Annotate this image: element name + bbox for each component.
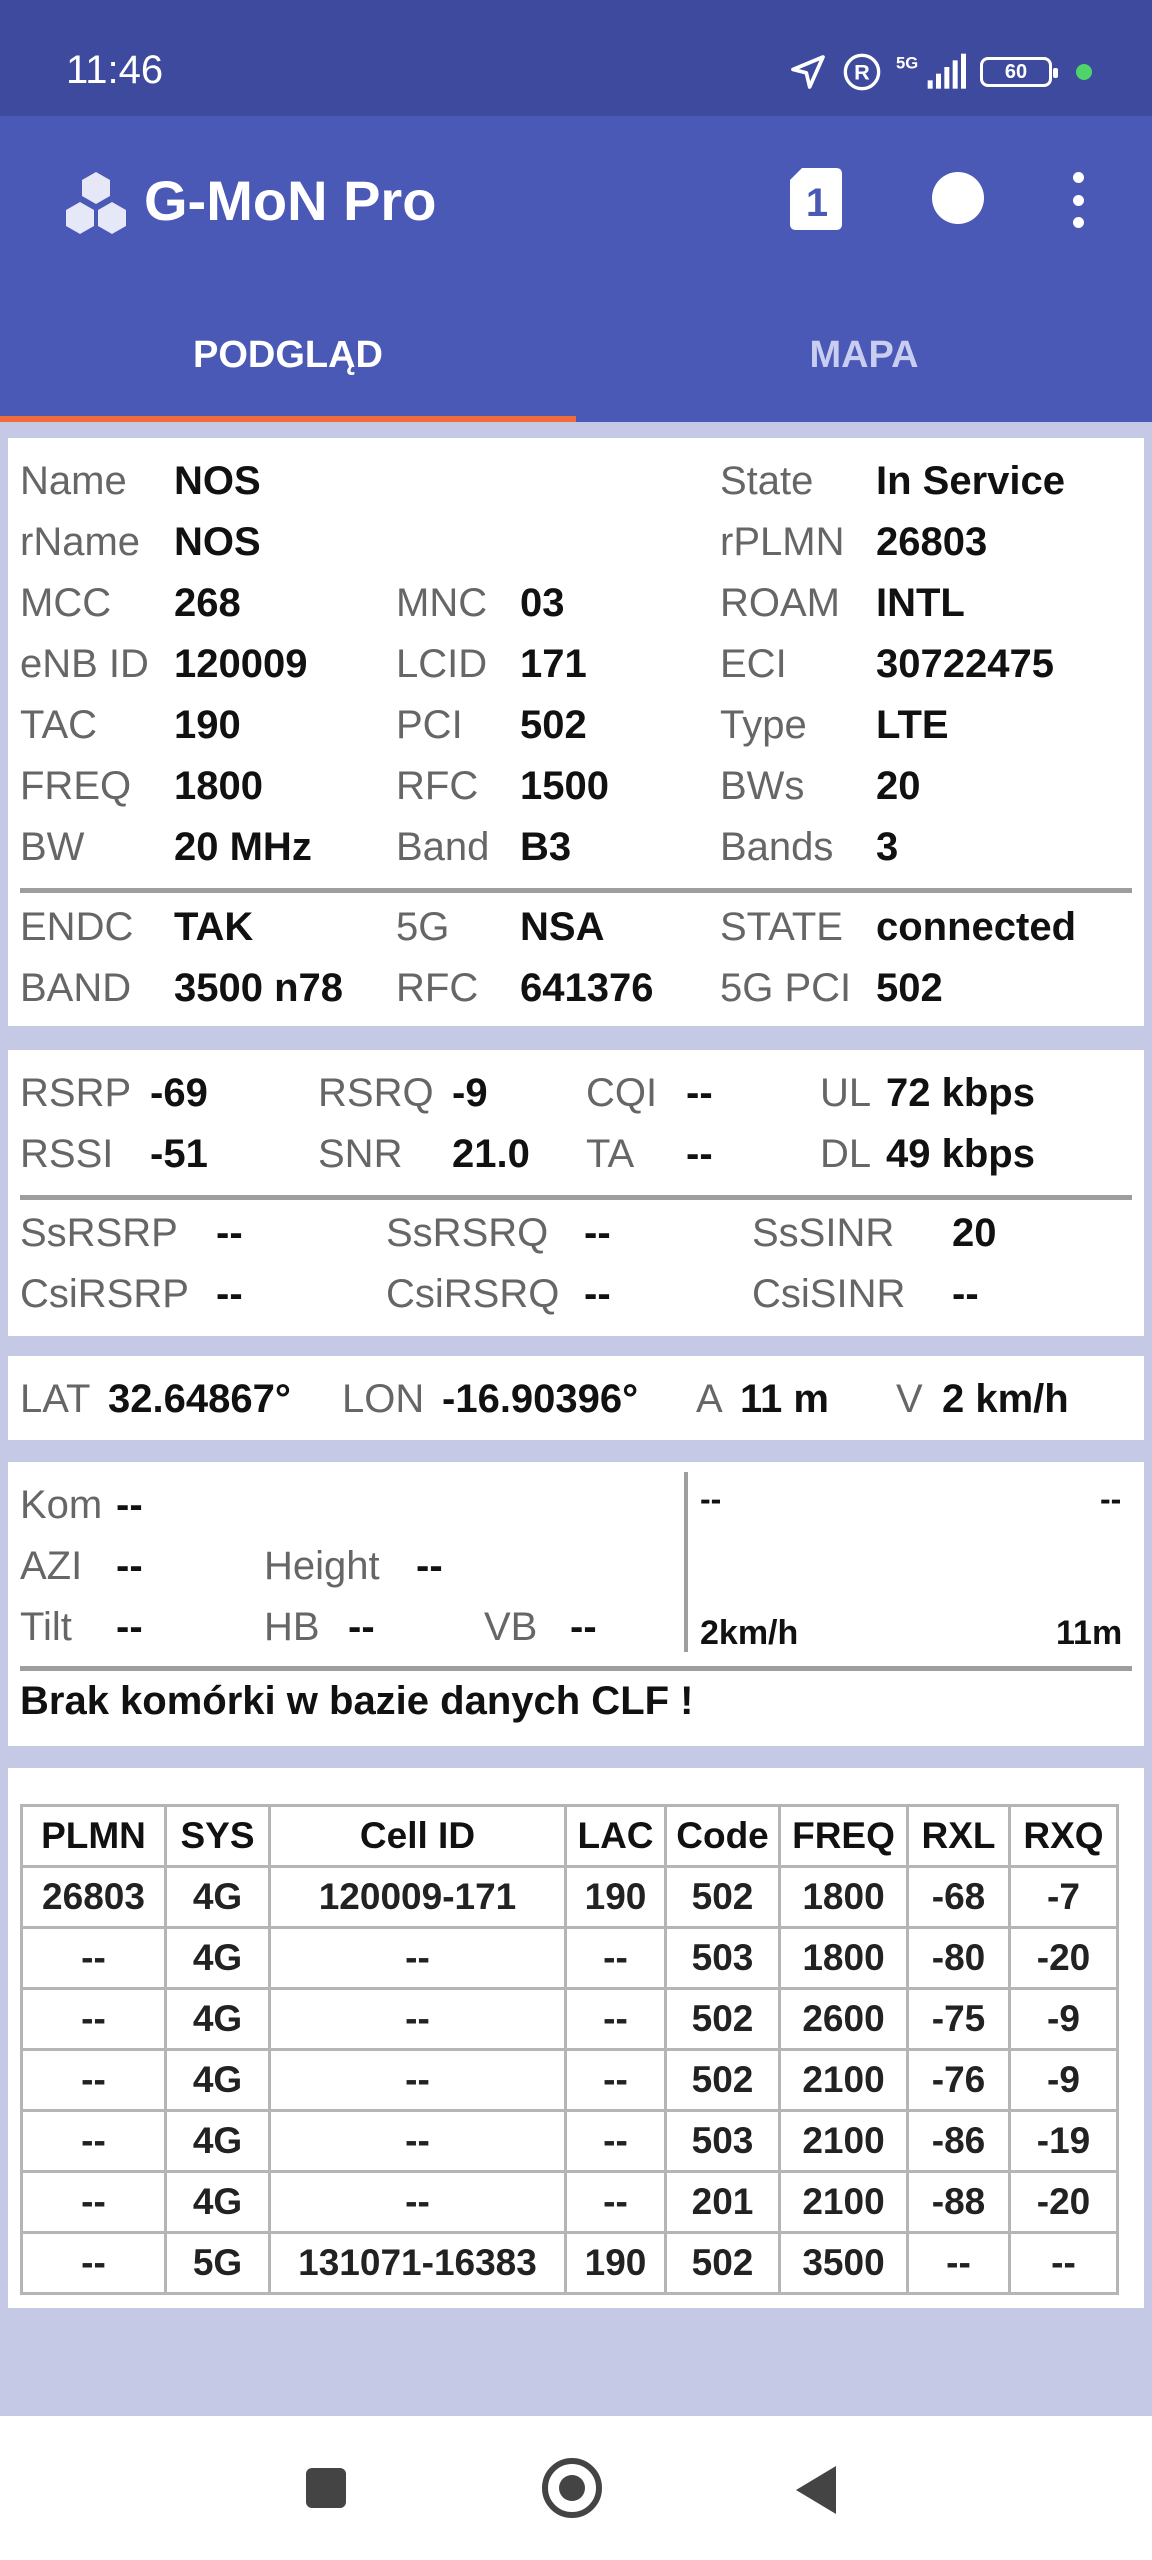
table-cell: -20: [1010, 2172, 1118, 2233]
table-cell: 2600: [780, 1989, 908, 2050]
altitude-value: 11 m: [740, 1377, 829, 1421]
name-label: Name: [20, 459, 127, 503]
table-header-row: [22, 1806, 1118, 1867]
5g-label: 5G: [396, 905, 450, 949]
table-cell: --: [22, 1989, 166, 2050]
pci-value: 502: [520, 703, 587, 747]
lat-value: 32.64867°: [108, 1377, 291, 1421]
table-cell: 4G: [166, 1989, 270, 2050]
table-cell: --: [22, 2233, 166, 2294]
dl-value: 49 kbps: [886, 1132, 1035, 1176]
lat-label: LAT: [20, 1377, 91, 1421]
table-cell: --: [22, 2050, 166, 2111]
network-type-label: 5G: [896, 53, 919, 73]
table-cell: 4G: [166, 2111, 270, 2172]
app-bar: [0, 116, 1152, 422]
5g-rfc-value: 641376: [520, 966, 654, 1010]
table-cell: 131071-16383: [270, 2233, 566, 2294]
freq-value: 1800: [174, 764, 263, 808]
lon-value: -16.90396°: [442, 1377, 639, 1421]
speed-label: V: [896, 1377, 923, 1421]
table-cell: --: [270, 2172, 566, 2233]
lcid-value: 171: [520, 642, 587, 686]
column-header: Cell ID: [270, 1806, 566, 1867]
table-cell: 503: [666, 2111, 780, 2172]
rplmn-value: 26803: [876, 520, 988, 564]
column-header: RXL: [908, 1806, 1010, 1867]
csirsrp-label: CsiRSRP: [20, 1272, 189, 1316]
table-cell: -9: [1010, 1989, 1118, 2050]
table-row: [22, 2050, 1118, 2111]
table-cell: -86: [908, 2111, 1010, 2172]
battery-icon: 60: [980, 57, 1052, 87]
svg-text:R: R: [854, 59, 870, 85]
status-icons: [788, 52, 1092, 92]
column-header: RXQ: [1010, 1806, 1118, 1867]
ta-label: TA: [586, 1132, 635, 1176]
recents-button[interactable]: [306, 2468, 346, 2508]
table-cell: --: [566, 2172, 666, 2233]
privacy-dot-icon: [1076, 64, 1092, 80]
site-panel: [8, 1462, 1144, 1746]
tab-mapa[interactable]: MAPA: [809, 334, 919, 376]
tac-label: TAC: [20, 703, 98, 747]
type-value: LTE: [876, 703, 949, 747]
table-cell: --: [566, 1928, 666, 1989]
clf-message: Brak komórki w bazie danych CLF !: [20, 1679, 694, 1723]
enb-id-value: 120009: [174, 642, 308, 686]
table-cell: --: [270, 1928, 566, 1989]
column-header: LAC: [566, 1806, 666, 1867]
freq-label: FREQ: [20, 764, 132, 808]
table-cell: 26803: [22, 1867, 166, 1928]
table-row: [22, 2172, 1118, 2233]
table-row: [22, 1928, 1118, 1989]
cqi-value: --: [686, 1071, 713, 1115]
height-label: Height: [264, 1544, 380, 1588]
neighbor-cells-table: [20, 1804, 1119, 2295]
rsrq-label: RSRQ: [318, 1071, 434, 1115]
table-cell: -20: [1010, 1928, 1118, 1989]
mcc-value: 268: [174, 581, 241, 625]
column-header: PLMN: [22, 1806, 166, 1867]
table-row: [22, 1989, 1118, 2050]
speed-value: 2 km/h: [942, 1377, 1069, 1421]
snr-value: 21.0: [452, 1132, 530, 1176]
app-title: G-MoN Pro: [144, 169, 437, 232]
snr-label: SNR: [318, 1132, 403, 1176]
record-button[interactable]: [932, 172, 984, 224]
table-cell: -19: [1010, 2111, 1118, 2172]
bws-label: BWs: [720, 764, 805, 808]
bws-value: 20: [876, 764, 921, 808]
tilt-label: Tilt: [20, 1605, 72, 1649]
table-cell: --: [22, 1928, 166, 1989]
cqi-label: CQI: [586, 1071, 658, 1115]
tac-value: 190: [174, 703, 241, 747]
back-button[interactable]: [796, 2466, 836, 2514]
lcid-label: LCID: [396, 642, 488, 686]
rplmn-label: rPLMN: [720, 520, 845, 564]
ta-value: --: [686, 1132, 713, 1176]
state-label: State: [720, 459, 814, 503]
table-cell: 4G: [166, 2172, 270, 2233]
ssrsrp-label: SsRSRP: [20, 1211, 178, 1255]
vertical-divider: [684, 1472, 688, 1652]
table-row: [22, 2233, 1118, 2294]
app-logo-icon: [58, 166, 134, 242]
graph-altitude-value: 11m: [1056, 1614, 1123, 1652]
mnc-label: MNC: [396, 581, 488, 625]
sim-number: 1: [805, 181, 829, 225]
table-cell: -76: [908, 2050, 1010, 2111]
table-cell: -88: [908, 2172, 1010, 2233]
azi-value: --: [116, 1544, 143, 1588]
table-cell: 1800: [780, 1867, 908, 1928]
altitude-label: A: [696, 1377, 723, 1421]
table-cell: --: [566, 1989, 666, 2050]
more-options-icon[interactable]: [1066, 172, 1090, 228]
csisinr-label: CsiSINR: [752, 1272, 906, 1316]
table-cell: 1800: [780, 1928, 908, 1989]
csirsrp-value: --: [216, 1272, 243, 1316]
graph-top-right-value: --: [1100, 1481, 1122, 1517]
table-cell: --: [22, 2172, 166, 2233]
bands-value: 3: [876, 825, 899, 869]
bw-label: BW: [20, 825, 85, 869]
endc-value: TAK: [174, 905, 254, 949]
column-header: SYS: [166, 1806, 270, 1867]
table-cell: 4G: [166, 1928, 270, 1989]
table-cell: 502: [666, 1989, 780, 2050]
table-cell: 190: [566, 2233, 666, 2294]
divider: [20, 1195, 1132, 1200]
height-value: --: [416, 1544, 443, 1588]
rsrp-value: -69: [150, 1071, 208, 1115]
rfc-label: RFC: [396, 764, 479, 808]
sim-select-button[interactable]: [788, 166, 844, 232]
cell-info-panel: [8, 438, 1144, 1026]
bands-label: Bands: [720, 825, 834, 869]
table-cell: --: [270, 2050, 566, 2111]
table-cell: 4G: [166, 1867, 270, 1928]
kom-label: Kom: [20, 1483, 103, 1527]
rname-label: rName: [20, 520, 141, 564]
active-tab-indicator: [0, 416, 576, 422]
table-cell: 2100: [780, 2172, 908, 2233]
dl-label: DL: [820, 1132, 872, 1176]
kom-value: --: [116, 1483, 143, 1527]
5g-pci-value: 502: [876, 966, 943, 1010]
table-cell: 503: [666, 1928, 780, 1989]
vb-value: --: [570, 1605, 597, 1649]
csirsrq-label: CsiRSRQ: [386, 1272, 560, 1316]
table-cell: --: [22, 2111, 166, 2172]
eci-label: ECI: [720, 642, 787, 686]
csirsrq-value: --: [584, 1272, 611, 1316]
table-cell: --: [270, 2111, 566, 2172]
5g-band-label: BAND: [20, 966, 132, 1010]
sssinr-label: SsSINR: [752, 1211, 895, 1255]
signal-panel: [8, 1050, 1144, 1336]
divider: [20, 1666, 1132, 1671]
azi-label: AZI: [20, 1544, 83, 1588]
table-cell: --: [1010, 2233, 1118, 2294]
roam-label: ROAM: [720, 581, 840, 625]
rssi-label: RSSI: [20, 1132, 114, 1176]
table-row: [22, 2111, 1118, 2172]
type-label: Type: [720, 703, 807, 747]
name-value: NOS: [174, 459, 261, 503]
table-cell: 3500: [780, 2233, 908, 2294]
column-header: Code: [666, 1806, 780, 1867]
table-cell: --: [566, 2050, 666, 2111]
vb-label: VB: [484, 1605, 538, 1649]
table-cell: 502: [666, 2233, 780, 2294]
hb-label: HB: [264, 1605, 320, 1649]
bw-value: 20 MHz: [174, 825, 312, 869]
table-cell: -9: [1010, 2050, 1118, 2111]
status-bar: [0, 0, 1152, 116]
rname-value: NOS: [174, 520, 261, 564]
table-cell: 201: [666, 2172, 780, 2233]
table-cell: --: [270, 1989, 566, 2050]
status-time: 11:46: [66, 48, 164, 92]
endc-label: ENDC: [20, 905, 134, 949]
mnc-value: 03: [520, 581, 565, 625]
navigation-icon: [788, 52, 828, 92]
5g-rfc-label: RFC: [396, 966, 479, 1010]
tilt-value: --: [116, 1605, 143, 1649]
enb-id-label: eNB ID: [20, 642, 149, 686]
divider: [20, 888, 1132, 893]
lon-label: LON: [342, 1377, 425, 1421]
table-cell: -68: [908, 1867, 1010, 1928]
5g-state-value: connected: [876, 905, 1077, 949]
table-cell: -80: [908, 1928, 1010, 1989]
csisinr-value: --: [952, 1272, 979, 1316]
5g-band-value: 3500 n78: [174, 966, 344, 1010]
band-label: Band: [396, 825, 490, 869]
system-nav-bar: [0, 2416, 1152, 2560]
table-cell: --: [566, 2111, 666, 2172]
eci-value: 30722475: [876, 642, 1054, 686]
graph-speed-value: 2km/h: [700, 1614, 799, 1652]
state-value: In Service: [876, 459, 1066, 503]
table-cell: 2100: [780, 2050, 908, 2111]
ssrsrq-value: --: [584, 1211, 611, 1255]
column-header: FREQ: [780, 1806, 908, 1867]
hb-value: --: [348, 1605, 375, 1649]
home-button[interactable]: [542, 2458, 602, 2518]
table-cell: 502: [666, 2050, 780, 2111]
table-cell: -7: [1010, 1867, 1118, 1928]
table-cell: 120009-171: [270, 1867, 566, 1928]
tab-podglad[interactable]: PODGLĄD: [193, 334, 383, 376]
rfc-value: 1500: [520, 764, 609, 808]
pci-label: PCI: [396, 703, 463, 747]
5g-value: NSA: [520, 905, 605, 949]
rsrq-value: -9: [452, 1071, 488, 1115]
5g-pci-label: 5G PCI: [720, 966, 852, 1010]
mcc-label: MCC: [20, 581, 112, 625]
ssrsrp-value: --: [216, 1211, 243, 1255]
table-cell: --: [908, 2233, 1010, 2294]
neighbor-cells-panel: [8, 1768, 1144, 2308]
table-cell: 4G: [166, 2050, 270, 2111]
band-value: B3: [520, 825, 572, 869]
table-cell: 190: [566, 1867, 666, 1928]
5g-signal-icon: [896, 52, 966, 92]
graph-top-left-value: --: [700, 1481, 722, 1517]
table-cell: 2100: [780, 2111, 908, 2172]
sssinr-value: 20: [952, 1211, 997, 1255]
location-panel: [8, 1356, 1144, 1440]
table-cell: -75: [908, 1989, 1010, 2050]
table-cell: 502: [666, 1867, 780, 1928]
rssi-value: -51: [150, 1132, 208, 1176]
ssrsrq-label: SsRSRQ: [386, 1211, 549, 1255]
ul-label: UL: [820, 1071, 872, 1115]
table-row: [22, 1867, 1118, 1928]
roaming-r-icon: [842, 52, 882, 92]
5g-state-label: STATE: [720, 905, 843, 949]
rsrp-label: RSRP: [20, 1071, 132, 1115]
sim-card-icon: [788, 166, 844, 232]
roam-value: INTL: [876, 581, 965, 625]
table-cell: 5G: [166, 2233, 270, 2294]
ul-value: 72 kbps: [886, 1071, 1035, 1115]
